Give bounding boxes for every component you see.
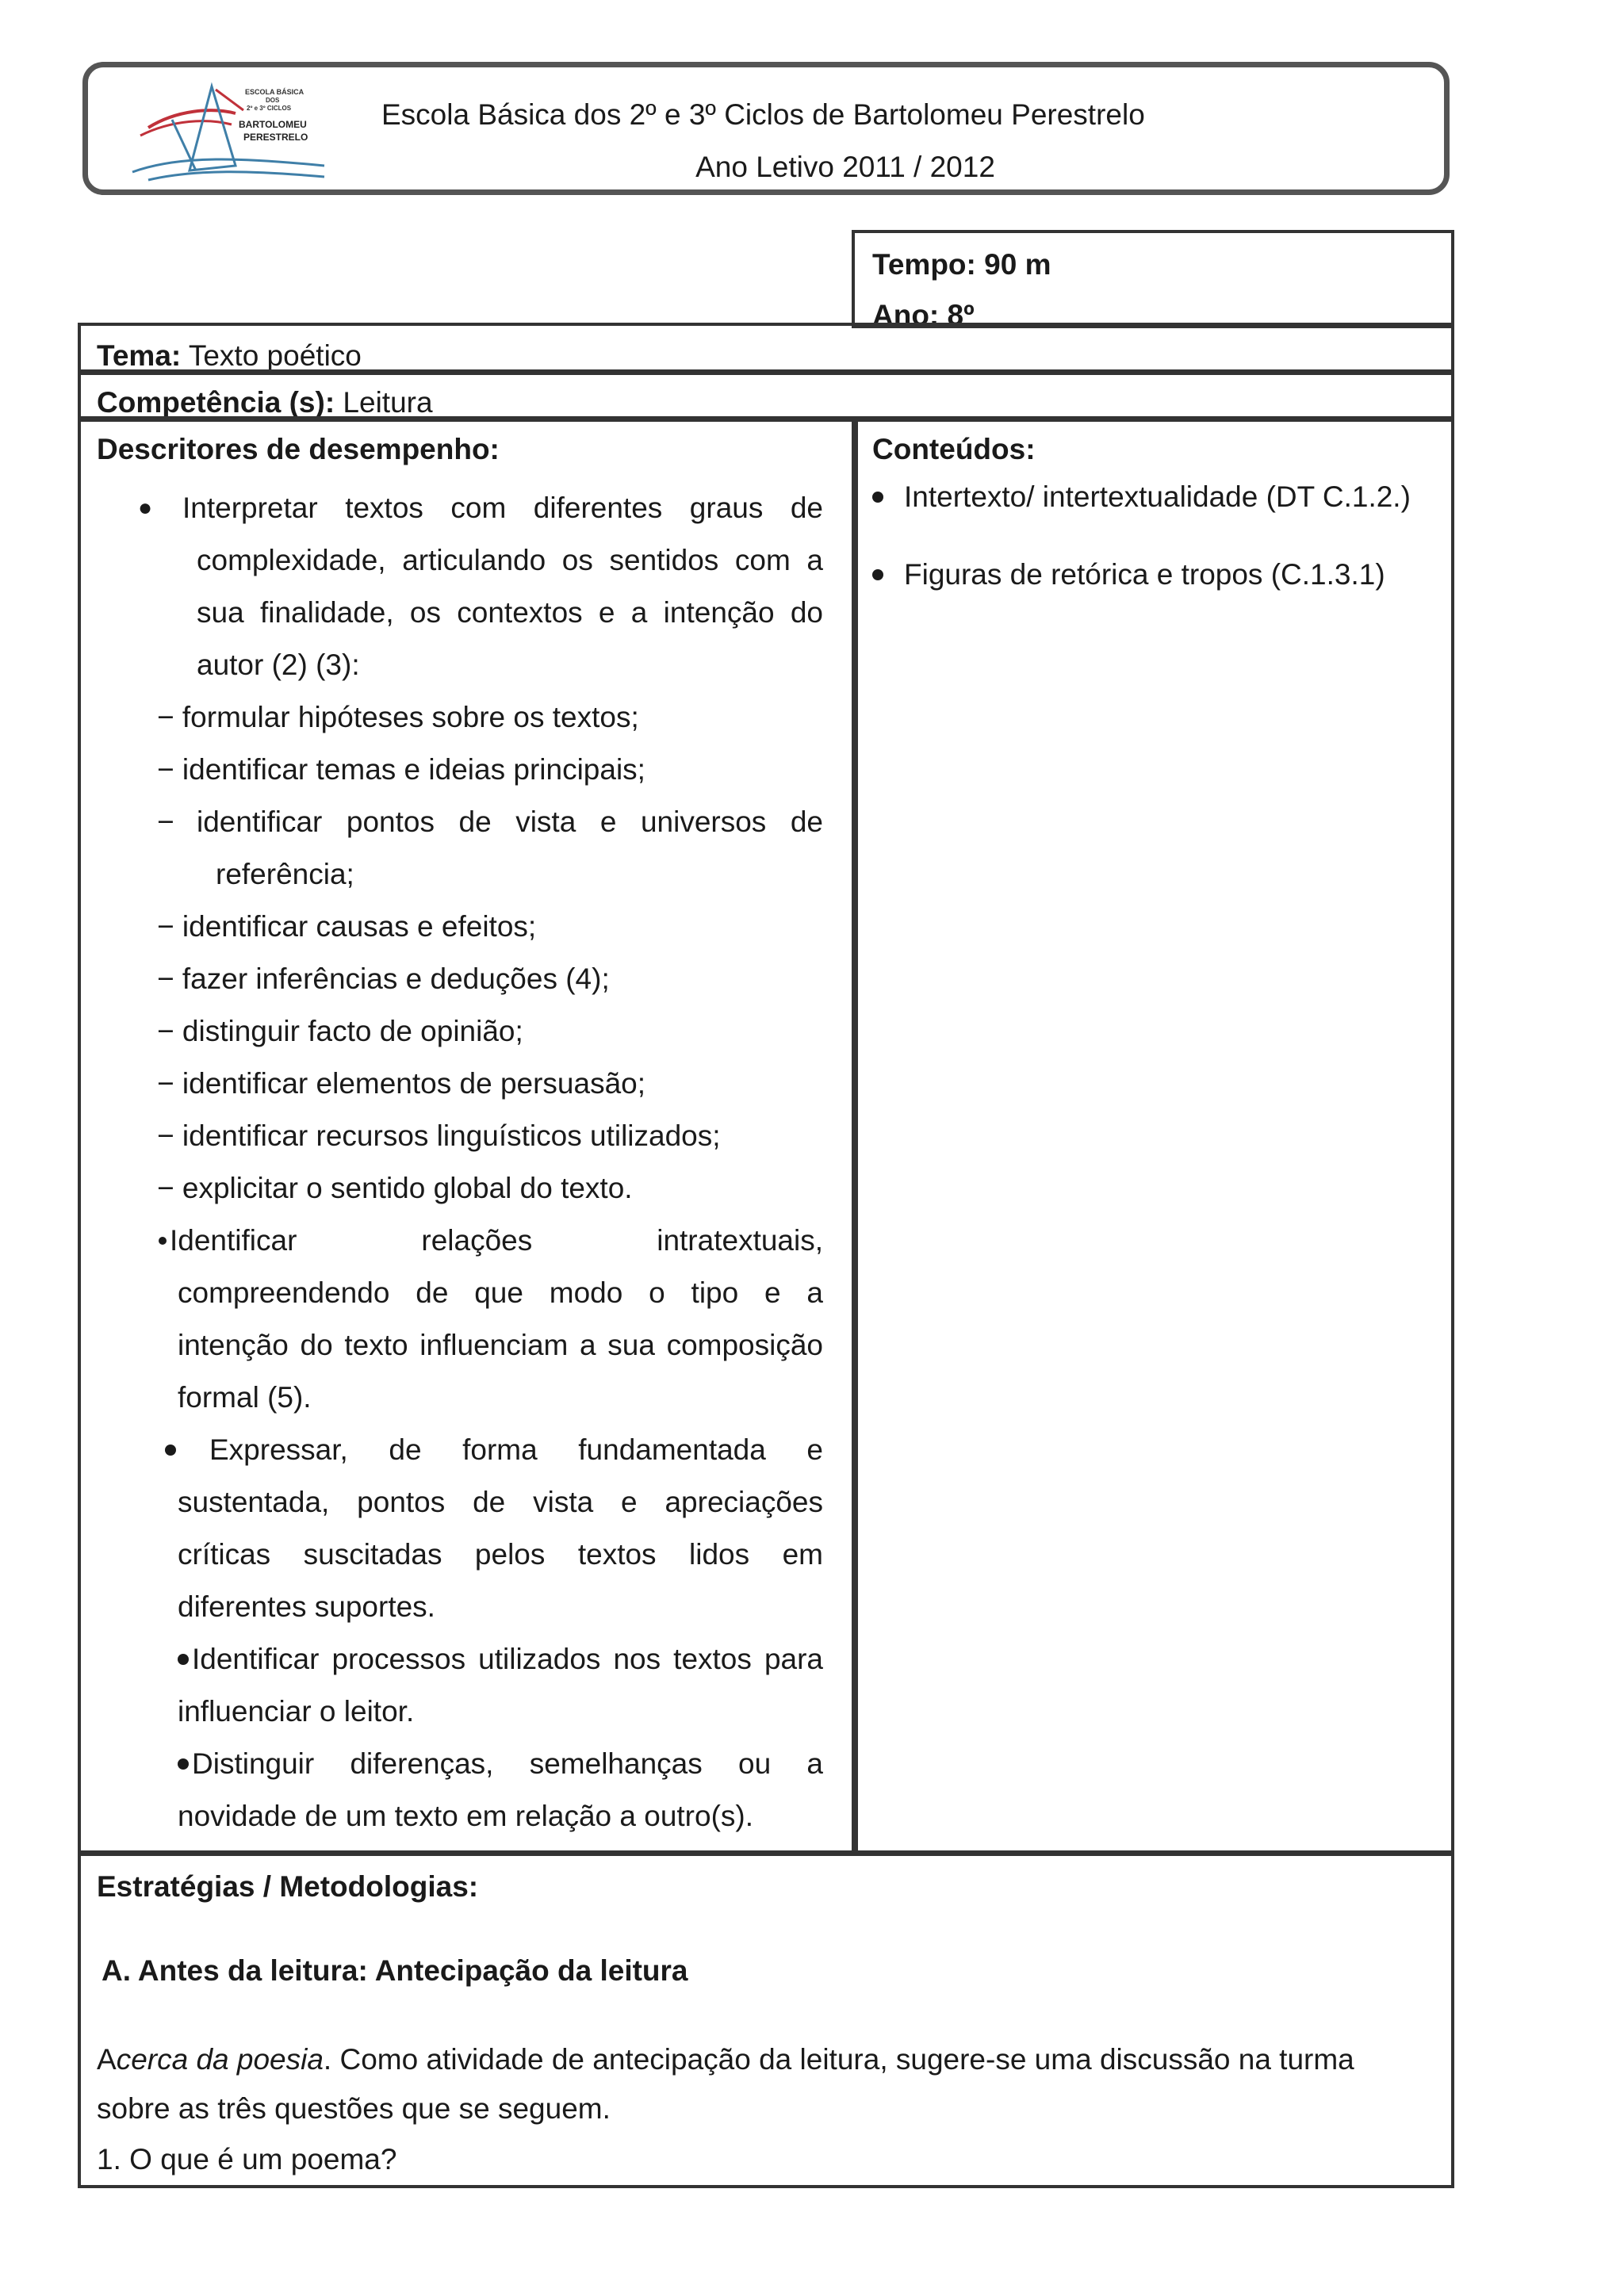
dash-item: referência; xyxy=(216,858,354,890)
conteudos-cell xyxy=(852,416,1454,1856)
bullet-icon xyxy=(159,1237,167,1245)
tema-row xyxy=(78,323,1454,375)
school-name: Escola Básica dos 2º e 3º Ciclos de Bartolomeu Perestrelo xyxy=(381,98,1145,131)
tema-label: Tema: xyxy=(97,339,182,372)
descritor-line: Expressar, de forma fundamentada e xyxy=(209,1433,823,1466)
bullet-icon xyxy=(165,1445,176,1456)
descritor-line: complexidade, articulando os sentidos com a xyxy=(197,544,823,576)
descritor-line: influenciar o leitor. xyxy=(178,1695,415,1728)
paragraph-rest: . Como atividade de antecipação da leitura, sugere-se uma discussão na turma xyxy=(323,2043,1354,2076)
descritor-line: Identificar processos utilizados nos textos para xyxy=(192,1643,823,1675)
competencia-row xyxy=(78,369,1454,422)
conteudo-item: Figuras de retórica e tropos (C.1.3.1) xyxy=(904,558,1385,591)
descritor-line: autor (2) (3): xyxy=(197,649,360,681)
descritor-line: críticas suscitadas pelos textos lidos em xyxy=(178,1538,823,1571)
descritor-line: Identificar relações intratextuais, xyxy=(170,1224,823,1257)
dash-item: identificar temas e ideias principais; xyxy=(182,753,645,786)
descritor-line: Distinguir diferenças, semelhanças ou a xyxy=(192,1747,823,1780)
estrategias-cell xyxy=(78,1850,1454,2188)
dash-item: identificar recursos linguísticos utilizados; xyxy=(182,1119,721,1152)
logo-text-4: BARTOLOMEU xyxy=(239,119,307,130)
paragraph-first-letter: A xyxy=(97,2043,117,2076)
estrategias-paragraph-2: sobre as três questões que se seguem. xyxy=(97,2092,611,2125)
estrategias-subheading: A. Antes da leitura: Antecipação da leitura xyxy=(102,1954,688,1987)
ano-label: Ano: 8º xyxy=(872,299,975,328)
estrategias-paragraph xyxy=(97,2042,1437,2077)
descritores-cell: Descritores de desempenho: ● Interpretar textos com diferentes graus de complexidade, articulando os sentidos com a sua finalidade, os contextos e a intenção do autor (2) (3): − formular hipóteses sobre os textos; − identificar temas e ideias principais; − identificar pontos de vista e universos de referência; − identificar causas e efeitos; − fazer inferências e deduções (4); − distinguir facto de opinião; − identificar elementos de persuasão; − identificar recursos linguísticos utilizados; − explicitar o sentido global do texto. Identificar relações intratextuais, compreendendo de que modo o tipo e a intenção do texto influenciam a sua composição formal (5). Expressar, de forma fundamentada e sustentada, pontos de vista e apreciações críticas suscitadas pelos textos lidos em diferentes suportes. Identificar processos utilizados nos textos para influenciar o leitor. Distinguir diferenças, semelhanças ou a novidade de um texto em relação a outro(s). xyxy=(78,416,858,1856)
bullet-icon: ● xyxy=(138,495,153,521)
descritor-line: formal (5). xyxy=(178,1381,312,1414)
school-header xyxy=(82,62,1450,195)
descritor-line: sustentada, pontos de vista e apreciações xyxy=(178,1486,823,1518)
dash-item: identificar pontos de vista e universos de xyxy=(197,806,823,838)
dash-item: formular hipóteses sobre os textos; xyxy=(182,701,639,733)
dash-item: distinguir facto de opinião; xyxy=(182,1015,523,1047)
competencia-label: Competência (s): xyxy=(97,386,335,419)
competencia-value: Leitura xyxy=(335,386,433,419)
bullet-icon xyxy=(178,1758,189,1770)
question-1: 1. O que é um poema? xyxy=(97,2143,397,2175)
descritor-line: sua finalidade, os contextos e a intenção do xyxy=(197,596,823,629)
dash-item: identificar causas e efeitos; xyxy=(182,910,537,943)
bullet-icon xyxy=(872,492,883,503)
dash-item: explicitar o sentido global do texto. xyxy=(182,1172,633,1204)
logo-text-5: PERESTRELO xyxy=(243,132,308,143)
conteudos-heading: Conteúdos: xyxy=(872,433,1036,465)
descritor-line: Interpretar textos com diferentes graus de xyxy=(182,492,823,524)
dash-item: identificar elementos de persuasão; xyxy=(182,1067,646,1100)
tempo-ano-cell xyxy=(852,230,1454,328)
descritores-heading: Descritores de desempenho: xyxy=(97,433,500,465)
paragraph-italic: cerca da poesia xyxy=(116,2043,324,2076)
logo-text-3: 2º e 3º CICLOS xyxy=(247,105,292,112)
logo-text-2: DOS xyxy=(266,97,280,104)
estrategias-heading: Estratégias / Metodologias: xyxy=(97,1870,479,1903)
conteudo-item: Intertexto/ intertextualidade (DT C.1.2.) xyxy=(904,480,1411,513)
logo-text-1: ESCOLA BÁSICA xyxy=(245,88,304,96)
tema-value: Texto poético xyxy=(181,339,362,372)
school-year: Ano Letivo 2011 / 2012 xyxy=(695,151,995,183)
descritor-line: compreendendo de que modo o tipo e a xyxy=(178,1276,823,1309)
dash-item: fazer inferências e deduções (4); xyxy=(182,962,610,995)
tempo-label: Tempo: 90 m xyxy=(872,248,1051,281)
bullet-icon xyxy=(872,569,883,580)
descritor-line: diferentes suportes. xyxy=(178,1590,435,1623)
descritor-line: novidade de um texto em relação a outro(s). xyxy=(178,1800,753,1832)
bullet-icon xyxy=(178,1654,189,1665)
descritor-line: intenção do texto influenciam a sua composição xyxy=(178,1329,823,1361)
